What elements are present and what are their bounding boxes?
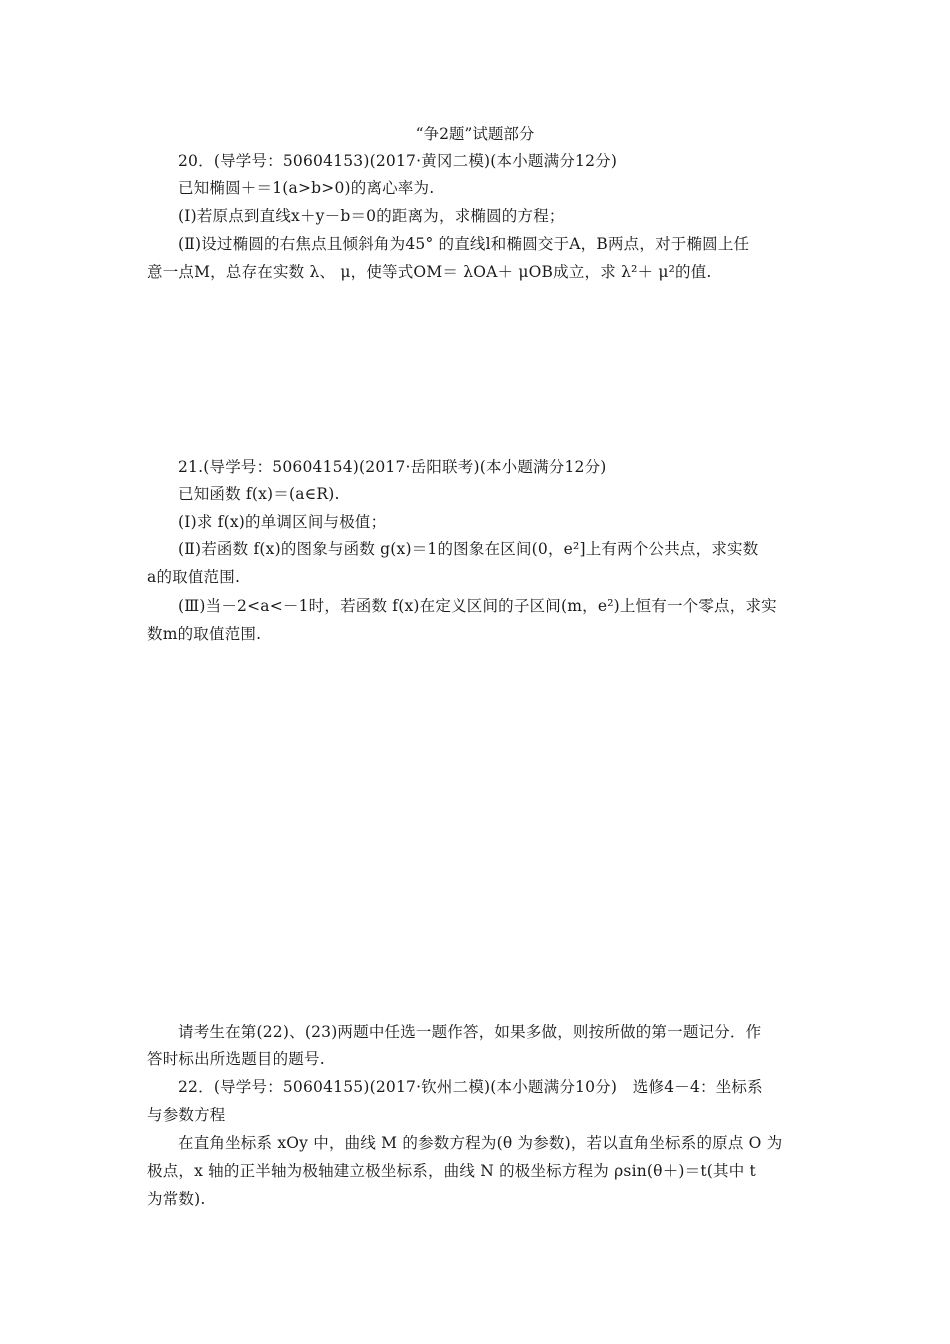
notice-line2: 答时标出所选题目的题号.	[147, 1050, 325, 1068]
q21-part1: (Ⅰ)求 f(x)的单调区间与极值；	[178, 513, 387, 531]
q22-header-line2: 与参数方程	[147, 1106, 226, 1124]
q20-part2-line1: (Ⅱ)设过椭圆的右焦点且倾斜角为45° 的直线l和椭圆交于A，B两点，对于椭圆上任	[178, 235, 750, 253]
q20-part2-line2: 意一点M，总存在实数 λ、 μ，使等式OM＝ λOA＋ μOB成立，求 λ²＋ μ²的值.	[147, 263, 712, 281]
q21-stem: 已知函数 f(x)＝(a∈R).	[178, 485, 340, 503]
section-title: “争2题”试题部分	[415, 125, 535, 143]
q22-stem-line3: 为常数).	[147, 1190, 206, 1208]
q21-part2-line2: a的取值范围.	[147, 568, 241, 586]
q22-stem-line2: 极点，x 轴的正半轴为极轴建立极坐标系，曲线 N 的极坐标方程为 ρsin(θ＋)＝t(其中 t	[147, 1162, 756, 1180]
q21-header: 21.(导学号：50604154)(2017·岳阳联考)(本小题满分12分)	[178, 458, 607, 476]
q21-part2-line1: (Ⅱ)若函数 f(x)的图象与函数 g(x)＝1的图象在区间(0，e²]上有两个公共点，求实数	[178, 540, 759, 558]
q21-part3-line1: (Ⅲ)当－2<a<－1时，若函数 f(x)在定义区间的子区间(m，e²)上恒有一个零点，求实	[178, 597, 777, 615]
q22-stem-line1: 在直角坐标系 xOy 中，曲线 M 的参数方程为(θ 为参数)，若以直角坐标系的原点 O 为	[178, 1134, 783, 1152]
q22-header-line1: 22．(导学号：50604155)(2017·钦州二模)(本小题满分10分) 选修4－4：坐标系	[178, 1078, 763, 1096]
q20-part1: (Ⅰ)若原点到直线x＋y－b＝0的距离为，求椭圆的方程；	[178, 207, 565, 225]
q21-part3-line2: 数m的取值范围.	[147, 625, 262, 643]
q20-header: 20．(导学号：50604153)(2017·黄冈二模)(本小题满分12分)	[178, 152, 618, 170]
notice-line1: 请考生在第(22)、(23)两题中任选一题作答，如果多做，则按所做的第一题记分．作	[178, 1023, 762, 1041]
q20-stem: 已知椭圆＋＝1(a>b>0)的离心率为.	[178, 179, 435, 197]
